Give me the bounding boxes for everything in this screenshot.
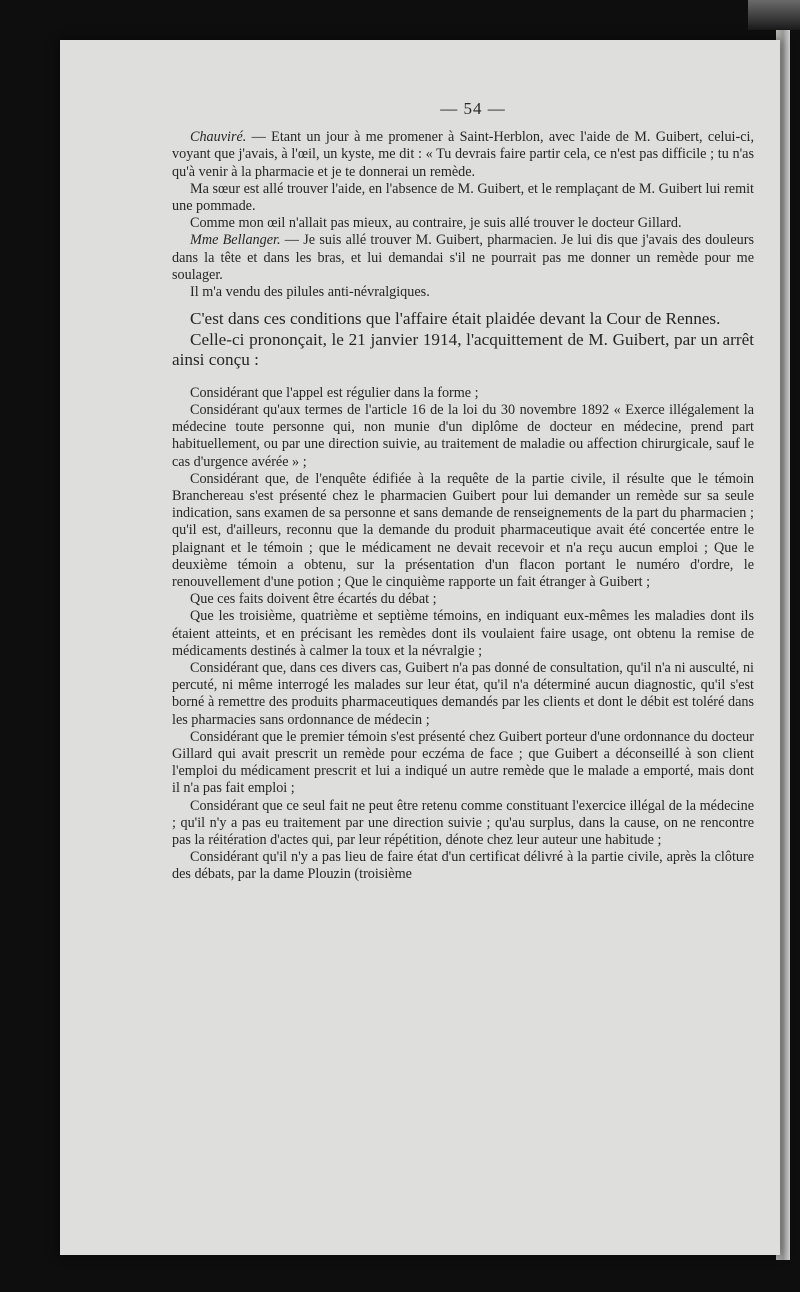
judgment-paragraph: Considérant que ce seul fait ne peut être retenu comme constituant l'exercice illégal de la médecine ; qu'il n'y a pas eu traitement par une direction suivie ; qu'au surplus, dans la cause, on ne rencontre pas la réitération d'actes qui, par leur répétition, dénote chez leur auteur une habitude ;: [172, 797, 754, 849]
judgment-paragraph: Considérant que l'appel est régulier dans la forme ;: [190, 384, 479, 401]
page-text: [172, 100, 754, 884]
testimony-text: Ma sœur est allé trouver l'aide, en l'absence de M. Guibert, et le remplaçant de M. Guibert lui remit une pommade.: [172, 180, 754, 215]
testimony-paragraph: [172, 129, 754, 181]
judgment-paragraph: Considérant que le premier témoin s'est présenté chez Guibert porteur d'une ordonnance du docteur Gillard qui avait prescrit un remède pour eczéma de face ; que Guibert a déconseillé à son client l'emploi du médicament prescrit et lui a indiqué un autre remède que le malade a emporté, mais dont il n'a pas fait emploi ;: [172, 728, 754, 797]
judgment-paragraph: Considérant que, de l'enquête édifiée à la requête de la partie civile, il résulte que le témoin Branchereau s'est présenté chez le pharmacien Guibert pour lui demander un remède sur sa seule indication, sans examen de sa personne et sans demande de renseignements de la part du pharmacien ; qu'il est, d'ailleurs, reconnu que la demande du produit pharmaceutique avait été concertée entre le plaignant et le témoin ; que le médicament ne devait recevoir et n'a reçu aucun emploi ; Que le deuxième témoin a obtenu, sur la présentation d'un flacon portant le numéro d'ordre, le renouvellement d'une potion ; Que le cinquième rapporte un fait étranger à Guibert ;: [172, 470, 754, 590]
testimony-paragraph: [172, 181, 754, 215]
judgment-paragraph: Considérant qu'il n'y a pas lieu de faire état d'un certificat délivré à la partie civile, après la clôture des débats, par la dame Plouzin (troisième: [172, 849, 754, 883]
testimony-text: — Etant un jour à me promener à Saint-Herblon, avec l'aide de M. Guibert, celui-ci, voyant que j'avais, à l'œil, un kyste, me dit : « Tu devrais faire partir cela, ce n'est pas difficile ; tu n'as qu'à venir à la pharmacie et je te donnerai un remède.: [172, 129, 754, 180]
narrative-section: [172, 309, 754, 371]
testimony-text: Il m'a vendu des pilules anti-névralgiques.: [190, 284, 430, 301]
judgment-paragraph: Que ces faits doivent être écartés du débat ;: [190, 591, 437, 608]
testimony-paragraph: [172, 284, 754, 301]
scanner-background: [748, 0, 800, 30]
testimony-section: [172, 129, 754, 301]
testimony-paragraph: [172, 215, 754, 232]
page-number: — 54 —: [440, 99, 506, 118]
speaker-name: Mme Bellanger.: [190, 232, 281, 249]
testimony-text: — Je suis allé trouver M. Guibert, pharmacien. Je lui dis que j'avais des douleurs dans la tête et dans les bras, et lui demandai s'il ne pourrait pas me donner un remède pour me soulager.: [172, 232, 754, 283]
judgment-paragraph: Que les troisième, quatrième et septième témoins, en indiquant eux-mêmes les maladies dont ils étaient atteints, et en précisant les remèdes dont ils voulaient faire usage, ont obtenu la remise de médicaments destinés à calmer la toux et la névralgie ;: [172, 608, 754, 659]
judgment-paragraph: Considérant que, dans ces divers cas, Guibert n'a pas donné de consultation, qu'il n'a ni ausculté, ni percuté, ni même interrogé les malades sur leur état, qu'il n'a déterminé aucun diagnostic, qu'il s'est borné à remettre des produits pharmaceutiques demandés par les clients et dont le débit est toléré dans les pharmacies sans ordonnance de médecin ;: [172, 659, 754, 728]
judgment-paragraph: Considérant qu'aux termes de l'article 16 de la loi du 30 novembre 1892 « Exerce illégalement la médecine toute personne qui, non munie d'un diplôme de docteur en médecine, prend part habituellement, ou par une direction suivie, au traitement de maladie ou affection chirurgicale, sauf le cas d'urgence avérée » ;: [172, 401, 754, 470]
judgment-section: [172, 385, 754, 884]
narrative-paragraph: C'est dans ces conditions que l'affaire était plaidée devant la Cour de Rennes.: [190, 309, 721, 329]
testimony-text: Comme mon œil n'allait pas mieux, au contraire, je suis allé trouver le docteur Gillard.: [190, 215, 682, 232]
testimony-paragraph: [172, 232, 754, 284]
narrative-paragraph: Celle-ci prononçait, le 21 janvier 1914, l'acquittement de M. Guibert, par un arrêt ainsi conçu :: [172, 329, 754, 370]
speaker-name: Chauviré.: [190, 129, 247, 146]
